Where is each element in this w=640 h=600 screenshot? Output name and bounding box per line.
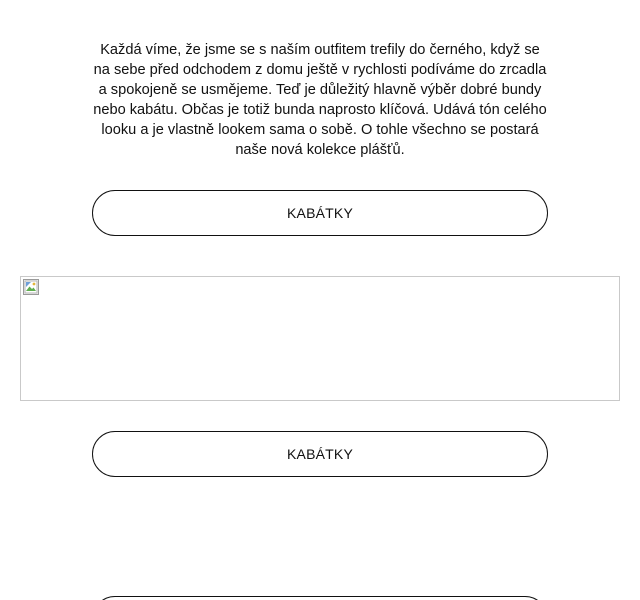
next-button-partial[interactable]: [92, 596, 548, 600]
coats-button[interactable]: KABÁTKY: [92, 190, 548, 236]
coats-button-secondary[interactable]: KABÁTKY: [92, 431, 548, 477]
broken-image-icon: [23, 279, 39, 295]
intro-paragraph: Každá víme, že jsme se s naším outfitem trefily do černého, když se na sebe před odchodem z domu ještě v rychlosti podíváme do zrcadla a spokojeně se usmějeme. Teď je důležitý hlavně výběr dobré bundy nebo kabátu. Občas je totiž bunda naprosto klíčová. Udává tón celého looku a je vlastně lookem sama o sobě. O tohle všechno se postará naše nová kolekce plášťů.: [93, 42, 547, 158]
banner-image[interactable]: [20, 276, 620, 401]
